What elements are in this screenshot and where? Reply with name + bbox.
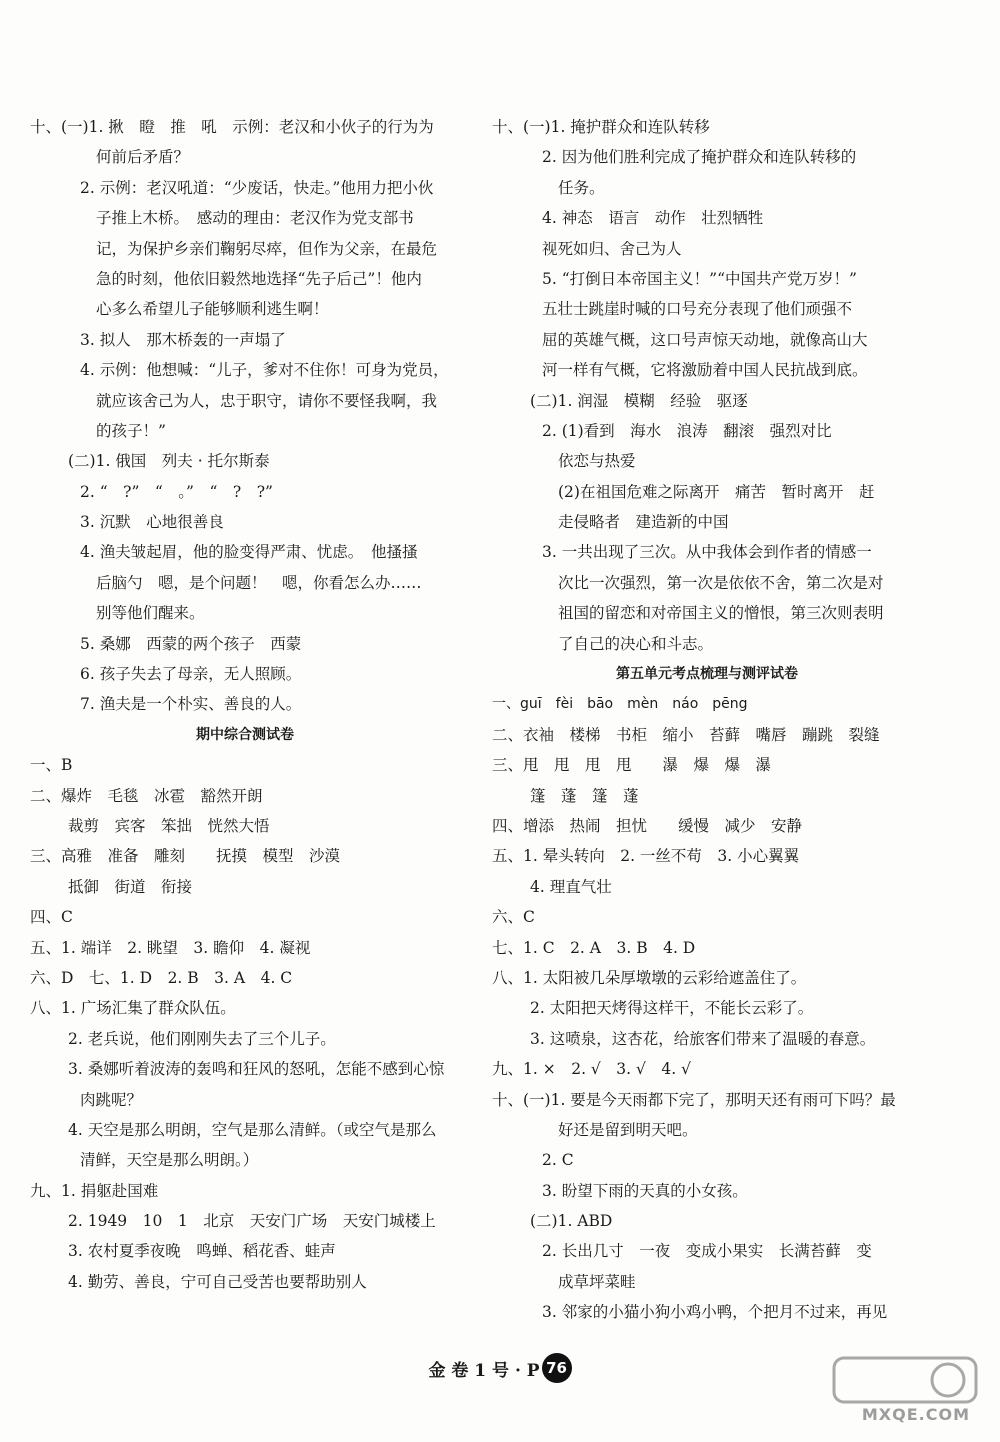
answer-line: 十、(一)1. 要是今天雨都下完了，那明天还有雨可下吗？最: [492, 1090, 896, 1109]
answer-line: 2. 因为他们胜利完成了掩护群众和连队转移的: [542, 148, 857, 167]
answer-line: 篷 蓬 篷 蓬: [530, 786, 639, 805]
answer-line: 六、D 七、1. D 2. B 3. A 4. C: [30, 968, 293, 987]
answer-line: (二)1. ABD: [530, 1212, 613, 1231]
answer-line: 5. “打倒日本帝国主义！”“中国共产党万岁！”: [542, 269, 857, 288]
watermark-text: MXQE.COM: [861, 1405, 970, 1424]
watermark-logo: [830, 1354, 980, 1424]
answer-line: 3. 这喷泉，这杏花，给旅客们带来了温暖的春意。: [530, 1029, 876, 1048]
answer-line: 三、甩 甩 甩 甩 瀑 爆 爆 瀑: [492, 756, 772, 775]
answer-line: 记，为保护乡亲们鞠躬尽瘁，但作为父亲，在最危: [96, 239, 438, 258]
right-column: [492, 112, 922, 1328]
answer-seal-icon: [830, 1354, 980, 1406]
answer-line: 3. 沉默 心地很善良: [80, 513, 224, 532]
answer-line: (2)在祖国危难之际离开 痛苦 暂时离开 赶: [558, 482, 875, 501]
answer-line: 八、1. 广场汇集了群众队伍。: [30, 999, 236, 1018]
answer-line: 4. 神态 语言 动作 壮烈牺牲: [542, 209, 764, 228]
answer-line: 3. 盼望下雨的天真的小女孩。: [542, 1181, 748, 1200]
answer-line: 一、guī fèi bāo mèn náo pēng: [492, 696, 748, 713]
answer-line: 3. 邻家的小猫小狗小鸡小鸭，个把月不过来，再见: [542, 1303, 888, 1322]
answer-line: 五、1. 晕头转向 2. 一丝不苟 3. 小心翼翼: [492, 847, 800, 866]
answer-line: 七、1. C 2. A 3. B 4. D: [492, 938, 696, 957]
left-column: [30, 112, 460, 1297]
answer-line: 成草坪菜畦: [558, 1272, 636, 1291]
answer-line: 四、C: [30, 908, 73, 927]
section-title: 第五单元考点梳理与测评试卷: [616, 666, 798, 683]
answer-line: 4. 渔夫皱起眉，他的脸变得严肃、忧虑。 他搔搔: [80, 543, 418, 562]
answer-line: 屈的英雄气概，这口号声惊天动地，就像高山大: [542, 330, 868, 349]
answer-line: 后脑勺 嗯，是个问题！ 嗯，你看怎么办……: [96, 573, 422, 592]
answer-line: 一、B: [30, 756, 73, 775]
answer-line: 四、增添 热闹 担忧 缓慢 减少 安静: [492, 816, 803, 835]
answer-line: 祖国的留恋和对帝国主义的憎恨，第三次则表明: [558, 604, 884, 623]
answer-line: 三、高雅 准备 雕刻 抚摸 模型 沙漠: [30, 847, 341, 866]
answer-line: 抵御 街道 衔接: [68, 877, 193, 896]
footer-label: 金 卷 1 号 · P: [428, 1360, 540, 1381]
answer-line: 2. 太阳把天烤得这样干，不能长云彩了。: [530, 999, 814, 1018]
answer-line: 3. 农村夏季夜晚 鸣蝉、稻花香、蛙声: [68, 1242, 336, 1261]
answer-line: 二、爆炸 毛毯 冰雹 豁然开朗: [30, 786, 263, 805]
answer-line: 依恋与热爱: [558, 452, 636, 471]
answer-line: 4. 示例：他想喊：“儿子，爹对不住你！可身为党员，: [80, 361, 449, 380]
answer-line: 2. 示例：老汉吼道：“少废话，快走。”他用力把小伙: [80, 178, 434, 197]
answer-line: 好还是留到明天吧。: [558, 1120, 698, 1139]
answer-line: 2. 1949 10 1 北京 天安门广场 天安门城楼上: [68, 1212, 436, 1231]
answer-line: 3. 拟人 那木桥轰的一声塌了: [80, 330, 286, 349]
answer-line: 河一样有气概，它将激励着中国人民抗战到底。: [542, 361, 868, 380]
answer-line: 八、1. 太阳被几朵厚墩墩的云彩给遮盖住了。: [492, 968, 807, 987]
answer-line: (二)1. 润湿 模糊 经验 驱逐: [530, 391, 748, 410]
answer-line: 心多么希望儿子能够顺利逃生啊！: [96, 300, 329, 319]
answer-line: 次比一次强烈，第一次是依依不舍，第二次是对: [558, 573, 884, 592]
answer-line: 六、C: [492, 908, 535, 927]
answer-line: 五、1. 端详 2. 眺望 3. 瞻仰 4. 凝视: [30, 938, 311, 957]
answer-line: 6. 孩子失去了母亲，无人照顾。: [80, 665, 302, 684]
answer-line: 2. 老兵说，他们刚刚失去了三个儿子。: [68, 1029, 336, 1048]
answer-line: 视死如归、舍己为人: [542, 239, 682, 258]
answer-line: 何前后矛盾？: [96, 148, 190, 167]
answer-line: 裁剪 宾客 笨拙 恍然大悟: [68, 816, 270, 835]
answer-line: 九、1. × 2. √ 3. √ 4. √: [492, 1060, 691, 1079]
answer-line: 走侵略者 建造新的中国: [558, 513, 729, 532]
answer-line: 别等他们醒来。: [96, 604, 205, 623]
answer-line: 十、(一)1. 揪 瞪 推 吼 示例：老汉和小伙子的行为为: [30, 118, 434, 136]
answer-line: 3. 一共出现了三次。从中我体会到作者的情感一: [542, 543, 872, 562]
answer-line: 3. 桑娜听着波涛的轰鸣和狂风的怒吼，怎能不感到心惊: [68, 1060, 445, 1079]
answer-line: 五壮士跳崖时喊的口号充分表现了他们顽强不: [542, 300, 853, 319]
answer-line: 2. “ ?” “ 。” “ ? ?”: [80, 482, 273, 501]
answer-line: 急的时刻，他依旧毅然地选择“先子后己”！他内: [96, 269, 422, 288]
answer-line: 二、衣袖 楼梯 书柜 缩小 苔藓 嘴唇 蹦跳 裂缝: [492, 725, 880, 744]
answer-line: 就应该舍己为人，忠于职守，请你不要怪我啊，我: [96, 391, 438, 410]
answer-line: 7. 渔夫是一个朴实、善良的人。: [80, 695, 302, 714]
answer-line: 清鲜，天空是那么明朗。）: [80, 1151, 259, 1170]
answer-line: 4. 理直气壮: [530, 877, 612, 896]
answer-line: 了自己的决心和斗志。: [558, 634, 714, 653]
answer-line: 任务。: [558, 178, 605, 197]
answer-line: (二)1. 俄国 列夫 · 托尔斯泰: [68, 452, 270, 471]
answer-line: 5. 桑娜 西蒙的两个孩子 西蒙: [80, 634, 302, 653]
answer-line: 的孩子！”: [96, 421, 166, 440]
answer-line: 2. C: [542, 1151, 574, 1170]
answer-line: 2. (1)看到 海水 浪涛 翻滚 强烈对比: [542, 421, 832, 440]
answer-line: 2. 长出几寸 一夜 变成小果实 长满苔藓 变: [542, 1242, 872, 1261]
answer-line: 九、1. 捐躯赴国难: [30, 1181, 159, 1200]
answer-line: 4. 勤劳、善良，宁可自己受苦也要帮助别人: [68, 1272, 367, 1291]
page-number-badge: 76: [542, 1353, 572, 1383]
answer-line: 子推上木桥。 感动的理由：老汉作为党支部书: [96, 209, 414, 228]
answer-line: 十、(一)1. 掩护群众和连队转移: [492, 118, 710, 136]
section-title: 期中综合测试卷: [196, 726, 294, 743]
answer-line: 肉跳呢？: [80, 1090, 143, 1109]
answer-line: 4. 天空是那么明朗，空气是那么清鲜。（或空气是那么: [68, 1120, 437, 1139]
